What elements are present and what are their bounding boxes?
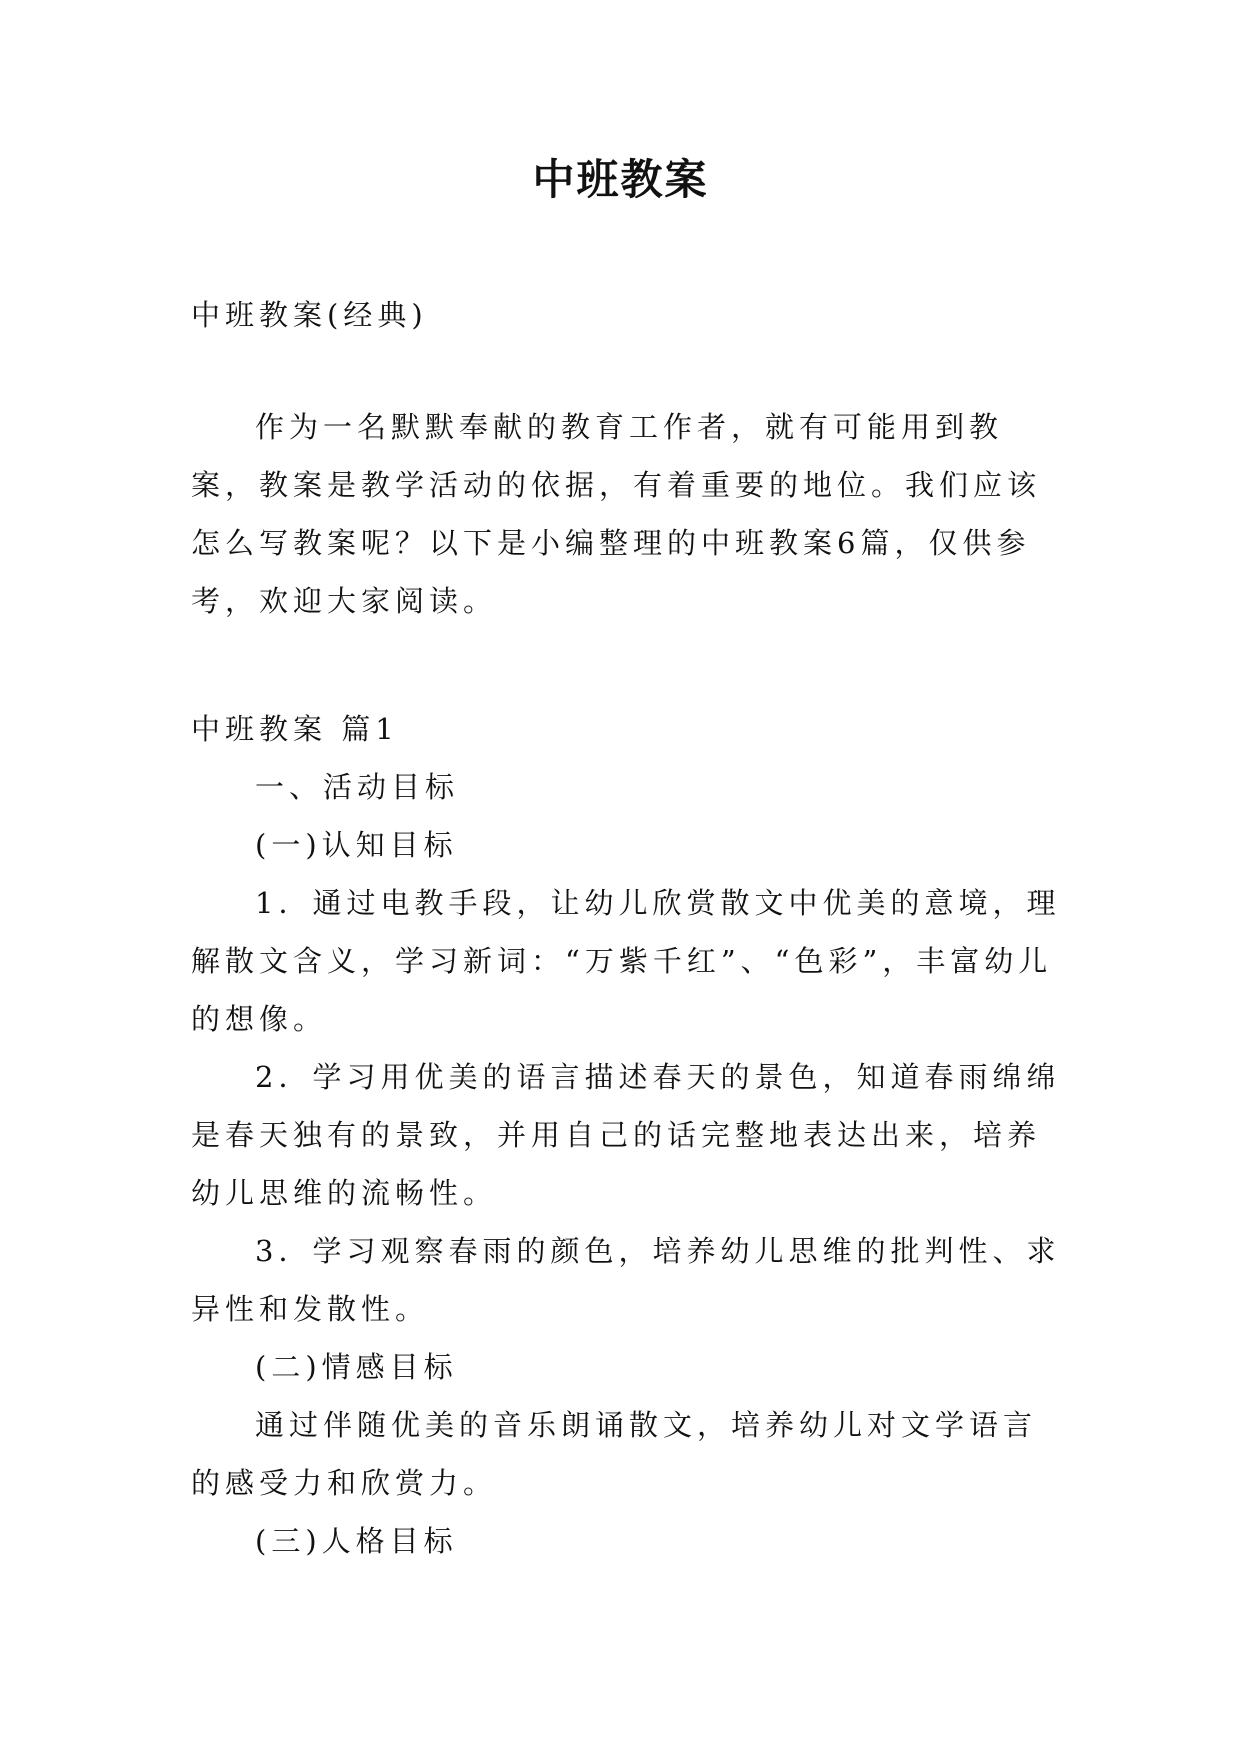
heading-activity-goals: 一、活动目标 [255, 770, 460, 804]
section-heading: 中班教案 篇1 [191, 712, 399, 746]
document-subtitle [191, 286, 1061, 344]
goal-item-3: 3．学习观察春雨的颜色，培养幼儿思维的批判性、求异性和发散性。 [191, 1234, 1061, 1326]
emotional-goal-text: 通过伴随优美的音乐朗诵散文，培养幼儿对文学语言的感受力和欣赏力。 [191, 1408, 1038, 1500]
goal-item-1: 1．通过电教手段，让幼儿欣赏散文中优美的意境，理解散文含义，学习新词：“万紫千红”、“色彩”，丰富幼儿的想像。 [191, 886, 1061, 1036]
subtitle-text: 中班教案(经典) [191, 298, 428, 332]
document-title: 中班教案 [532, 155, 709, 204]
heading-personality-goals: (三)人格目标 [255, 1524, 458, 1558]
intro-paragraph [191, 398, 1061, 630]
heading-cognitive-goals: (一)认知目标 [255, 828, 458, 862]
goal-item-2: 2．学习用优美的语言描述春天的景色，知道春雨绵绵是春天独有的景致，并用自己的话完整地表达出来，培养幼儿思维的流畅性。 [191, 1060, 1061, 1210]
intro-text: 作为一名默默奉献的教育工作者，就有可能用到教案，教案是教学活动的依据，有着重要的地位。我们应该怎么写教案呢？以下是小编整理的中班教案6篇，仅供参考，欢迎大家阅读。 [191, 410, 1042, 618]
heading-emotional-goals: (二)情感目标 [255, 1350, 458, 1384]
section-content [191, 700, 1061, 1570]
